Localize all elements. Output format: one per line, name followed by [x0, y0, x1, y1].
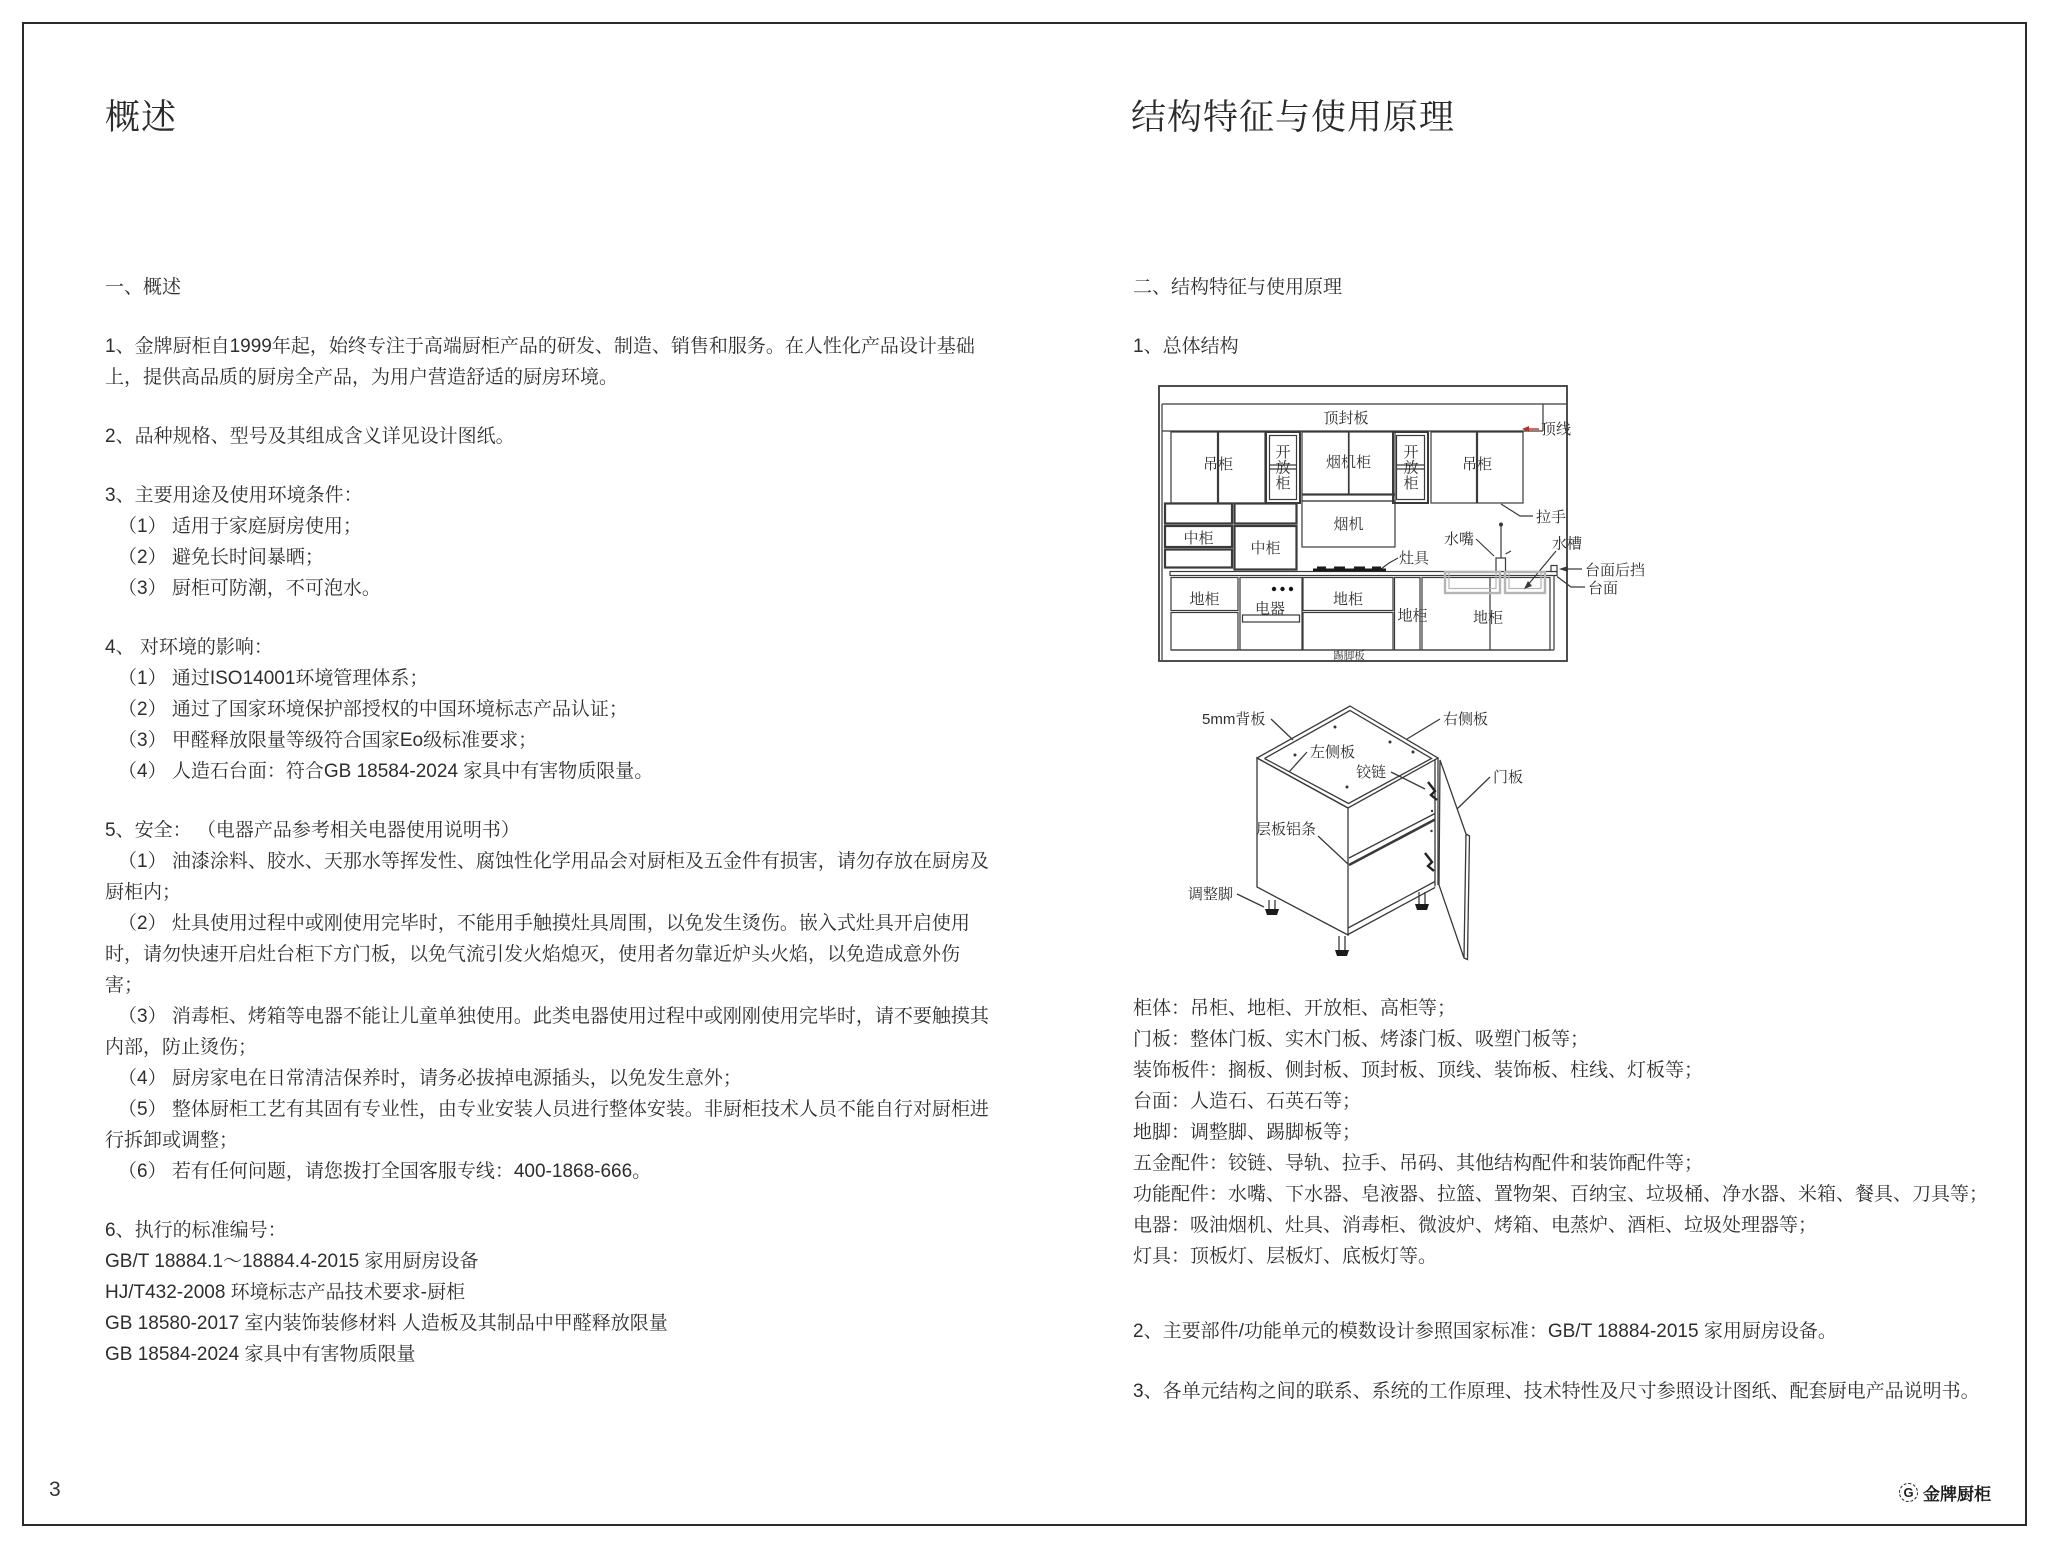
component-item: 功能配件：水嘴、下水器、皂液器、拉篮、置物架、百纳宝、垃圾桶、净水器、米箱、餐具、刀具等；	[1133, 1184, 1989, 1205]
cabinet-labels	[1188, 710, 1523, 903]
right-column-intro	[1133, 272, 2013, 390]
section-4-item: （1） 通过ISO14001环境管理体系；	[118, 668, 429, 689]
faucet-knob	[1499, 523, 1503, 527]
right-sub-heading: 1、总体结构	[1133, 336, 1239, 357]
label-shelf-strip: 层板铝条	[1256, 821, 1317, 838]
component-item: 装饰板件：搁板、侧封板、顶封板、顶线、装饰板、柱线、灯板等；	[1133, 1060, 1704, 1081]
left-section-heading: 一、概述	[105, 277, 182, 298]
label-faucet: 水嘴	[1444, 531, 1475, 548]
section-5-item: （5） 整体厨柜工艺有其固有专业性，由专业安装人员进行整体安装。非厨柜技术人员不能自行对厨柜进行拆卸或调整；	[105, 1099, 989, 1151]
standard-item: GB/T 18884.1～18884.4-2015 家用厨房设备	[105, 1251, 479, 1272]
appliance-knobs	[1272, 587, 1293, 591]
paragraph-2: 2、品种规格、型号及其组成含义详见设计图纸。	[105, 426, 515, 447]
page-number: 3	[49, 1478, 61, 1501]
section-5-item: （2） 灶具使用过程中或刚使用完毕时，不能用手触摸灶具周围，以免发生烫伤。嵌入式灶具开启使用时，请勿快速开启灶台柜下方门板，以免气流引发火焰熄灭，使用者勿靠近炉头火焰，以免造成意外伤害；	[105, 913, 970, 996]
label-door-panel: 门板	[1493, 769, 1524, 786]
section-4-item: （4） 人造石台面：符合GB 18584-2024 家具中有害物质限量。	[118, 761, 654, 782]
label-wall-cabinet-right: 吊柜	[1461, 456, 1493, 473]
label-kickboard: 踢脚板	[1333, 650, 1365, 662]
paragraph-1: 1、金牌厨柜自1999年起，始终专注于高端厨柜产品的研发、制造、销售和服务。在人性化产品设计基础上，提供高品质的厨房全产品，为用户营造舒适的厨房环境。	[105, 336, 975, 388]
label-wall-cabinet-left: 吊柜	[1202, 456, 1234, 473]
section-4	[105, 632, 990, 787]
label-hood: 烟机	[1333, 516, 1364, 533]
label-base-cabinet-2: 地柜	[1332, 591, 1364, 608]
section-6-heading: 6、执行的标准编号：	[105, 1220, 287, 1241]
brand-logo-text: 金牌厨柜	[1923, 1485, 1991, 1504]
label-sink: 水槽	[1552, 535, 1583, 553]
base-cabinet-diagram	[1185, 695, 1530, 967]
label-hood-cabinet: 烟机柜	[1325, 454, 1372, 471]
backsplash-arrowhead	[1559, 566, 1568, 572]
label-base-cabinet-4: 地柜	[1472, 609, 1504, 627]
component-item: 台面：人造石、石英石等；	[1133, 1091, 1362, 1112]
label-hinge: 铰链	[1356, 764, 1387, 781]
section-4-item: （3） 甲醛释放限量等级符合国家Eo级标准要求；	[118, 730, 538, 751]
kitchen-elevation-diagram	[1158, 385, 1658, 665]
component-item: 电器：吸油烟机、灶具、消毒柜、微波炉、烤箱、电蒸炉、酒柜、垃圾处理器等；	[1133, 1215, 1818, 1236]
label-crown-line: 顶线	[1541, 421, 1572, 438]
section-5-item: （6） 若有任何问题，请您拨打全国客服专线：400-1868-666。	[118, 1161, 652, 1182]
section-4-heading: 4、 对环境的影响：	[105, 637, 273, 658]
standard-item: GB 18584-2024 家具中有害物质限量	[105, 1344, 416, 1365]
component-item: 门板：整体门板、实木门板、烤漆门板、吸塑门板等；	[1133, 1029, 1590, 1050]
section-4-item: （2） 通过了国家环境保护部授权的中国环境标志产品认证；	[118, 699, 628, 720]
label-handle: 拉手	[1536, 509, 1567, 526]
label-counter-back: 台面后挡	[1585, 562, 1646, 579]
section-5-item: （3） 消毒柜、烤箱等电器不能让儿童单独使用。此类电器使用过程中或刚刚使用完毕时，请不要触摸其内部，防止烫伤；	[105, 1006, 989, 1058]
section-6	[105, 1215, 990, 1370]
label-appliance: 电器	[1254, 600, 1286, 618]
component-item: 五金配件：铰链、导轨、拉手、吊码、其他结构配件和装饰配件等；	[1133, 1153, 1704, 1174]
section-5	[105, 815, 990, 1187]
right-paragraph-3: 3、各单元结构之间的联系、系统的工作原理、技术特性及尺寸参照设计图纸、配套厨电产品说明书。	[1133, 1381, 1980, 1402]
section-5-item: （4） 厨房家电在日常清洁保养时，请务必拔掉电源插头，以免发生意外；	[118, 1068, 742, 1089]
section-3-item: （1） 适用于家庭厨房使用；	[118, 516, 362, 537]
component-list	[1133, 993, 2023, 1272]
label-right-panel: 右侧板	[1443, 711, 1489, 728]
component-item: 灯具：顶板灯、层板灯、底板灯等。	[1133, 1246, 1438, 1267]
component-item: 地脚：调整脚、踢脚板等；	[1133, 1122, 1362, 1143]
brand-logo-icon: G	[1899, 1483, 1918, 1502]
adjustable-feet	[1265, 904, 1429, 956]
section-3-item: （3） 厨柜可防潮，不可泡水。	[118, 578, 381, 599]
label-base-cabinet-1: 地柜	[1189, 591, 1220, 608]
cooktop-burners	[1313, 567, 1386, 572]
brand-logo	[1899, 1480, 1991, 1505]
label-mid-cabinet-2: 中柜	[1250, 540, 1281, 557]
component-item: 柜体：吊柜、地柜、开放柜、高柜等；	[1133, 998, 1457, 1019]
left-page-title: 概述	[105, 98, 178, 137]
section-3-heading: 3、主要用途及使用环境条件：	[105, 485, 363, 506]
label-open-cabinet-2: 开放柜	[1403, 444, 1419, 492]
label-counter: 台面	[1588, 580, 1619, 597]
standard-item: GB 18580-2017 室内装饰装修材料 人造板及其制品中甲醛释放限量	[105, 1313, 668, 1334]
section-3	[105, 480, 990, 604]
label-back-panel: 5mm背板	[1202, 711, 1266, 728]
right-page-title: 结构特征与使用原理	[1131, 98, 1456, 137]
kitchen-outline	[1159, 386, 1585, 661]
label-left-panel: 左侧板	[1310, 744, 1356, 761]
section-3-item: （2） 避免长时间暴晒；	[118, 547, 324, 568]
label-adjustable-feet: 调整脚	[1188, 886, 1234, 903]
right-paragraph-2: 2、主要部件/功能单元的模数设计参照国家标准：GB/T 18884-2015 家用厨房设备。	[1133, 1321, 1837, 1342]
label-top-seal: 顶封板	[1323, 410, 1369, 427]
kitchen-labels	[1183, 409, 1645, 662]
standard-item: HJ/T432-2008 环境标志产品技术要求-厨柜	[105, 1282, 466, 1303]
section-5-heading: 5、安全： （电器产品参考相关电器使用说明书）	[105, 820, 520, 841]
right-section-heading: 二、结构特征与使用原理	[1133, 277, 1343, 298]
label-mid-cabinet-1: 中柜	[1183, 530, 1214, 547]
label-cooktop: 灶具	[1399, 550, 1430, 567]
label-open-cabinet-1: 开放柜	[1275, 444, 1291, 492]
label-base-cabinet-3: 地柜	[1397, 607, 1428, 625]
section-5-item: （1） 油漆涂料、胶水、天那水等挥发性、腐蚀性化学用品会对厨柜及五金件有损害，请勿存放在厨房及厨柜内；	[105, 851, 989, 903]
left-column	[105, 272, 990, 1398]
